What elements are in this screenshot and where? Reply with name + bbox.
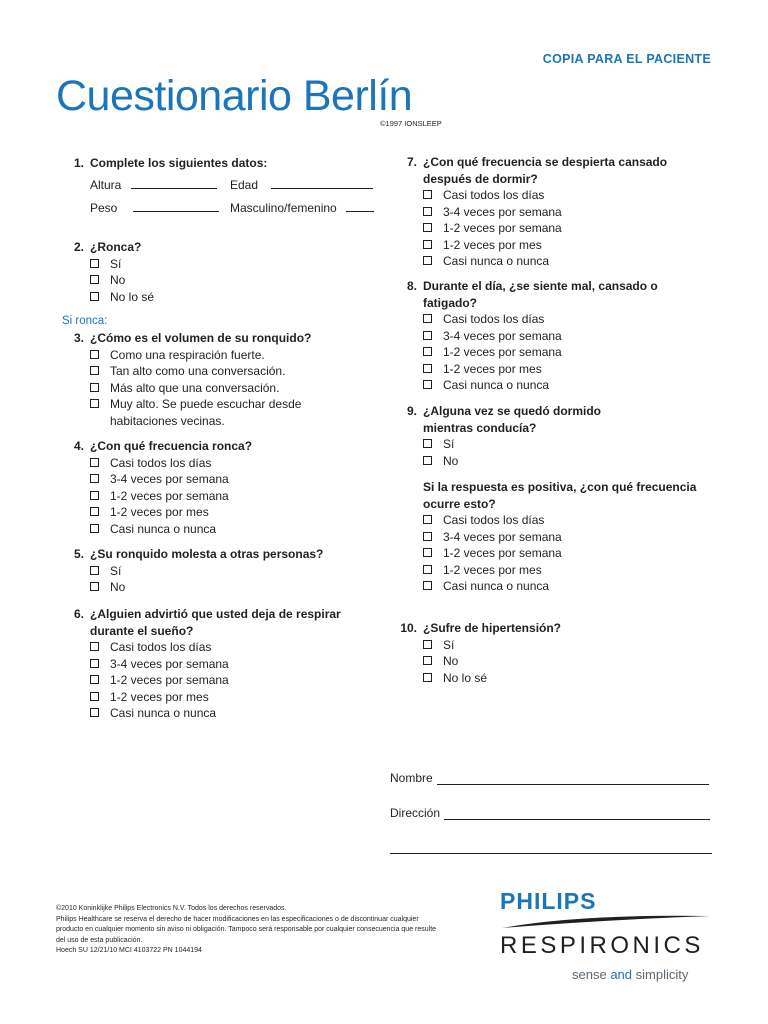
direccion-line-2[interactable] — [390, 853, 712, 854]
checkbox[interactable] — [90, 642, 99, 651]
checkbox[interactable] — [423, 207, 432, 216]
checkbox[interactable] — [90, 507, 99, 516]
option[interactable]: 1-2 veces por mes — [423, 361, 695, 378]
sexo-field[interactable] — [230, 201, 374, 215]
question-number: 6. — [73, 607, 84, 621]
checkbox[interactable] — [90, 292, 99, 301]
peso-line[interactable] — [133, 201, 219, 212]
question-text: ¿Ronca? — [90, 240, 142, 254]
question-8 — [395, 278, 695, 394]
question-text: ¿Alguien advirtió que usted deja de respirar durante el sueño? — [90, 607, 341, 638]
philips-logo: PHILIPS — [500, 888, 597, 914]
altura-label: Altura — [90, 178, 122, 192]
option[interactable]: 3-4 veces por semana — [423, 204, 695, 221]
question-text: ¿Sufre de hipertensión? — [423, 621, 562, 635]
option[interactable]: Casi todos los días — [423, 187, 695, 204]
question-10 — [395, 620, 695, 686]
checkbox[interactable] — [423, 439, 432, 448]
footer-line: ©2010 Koninklijke Philips Electronics N.V. Todos los derechos reservados. — [56, 905, 287, 912]
question-text: Complete los siguientes datos: — [90, 156, 268, 170]
option[interactable]: No — [423, 653, 695, 670]
nombre-field[interactable] — [390, 771, 709, 785]
checkbox[interactable] — [90, 474, 99, 483]
question-number: 3. — [73, 331, 84, 345]
direccion-field[interactable] — [390, 806, 710, 820]
checkbox[interactable] — [423, 314, 432, 323]
checkbox[interactable] — [423, 515, 432, 524]
question-1 — [62, 155, 372, 172]
question-text: Si la respuesta es positiva, ¿con qué frecuencia ocurre esto? — [423, 480, 697, 511]
footer-line: producto en cualquier momento sin aviso ni obligación. Tampoco será responsable por cualquier consecuencia que resulte — [56, 926, 437, 933]
question-6 — [62, 606, 362, 722]
option[interactable]: No lo sé — [90, 289, 372, 306]
peso-label: Peso — [90, 201, 118, 215]
nombre-line[interactable] — [437, 783, 709, 785]
checkbox[interactable] — [90, 366, 99, 375]
option[interactable]: Tan alto como una conversación. — [90, 363, 352, 380]
option[interactable]: 1-2 veces por mes — [90, 504, 372, 521]
checkbox[interactable] — [423, 673, 432, 682]
question-number: 8. — [406, 279, 417, 293]
checkbox[interactable] — [90, 566, 99, 575]
option[interactable]: Casi todos los días — [423, 512, 723, 529]
question-text: ¿Cómo es el volumen de su ronquido? — [90, 331, 312, 345]
tag-sense: sense — [572, 967, 607, 982]
question-2 — [62, 239, 372, 305]
option[interactable]: Casi nunca o nunca — [423, 253, 695, 270]
checkbox[interactable] — [90, 692, 99, 701]
option[interactable]: Sí — [423, 436, 635, 453]
option[interactable]: 1-2 veces por mes — [423, 562, 723, 579]
checkbox[interactable] — [90, 708, 99, 717]
checkbox[interactable] — [423, 581, 432, 590]
option[interactable]: 1-2 veces por mes — [90, 689, 362, 706]
checkbox[interactable] — [90, 399, 99, 408]
checkbox[interactable] — [90, 275, 99, 284]
question-7 — [395, 154, 695, 270]
checkbox[interactable] — [90, 350, 99, 359]
footer-line: del uso de esta publicación. — [56, 936, 143, 944]
checkbox[interactable] — [423, 190, 432, 199]
tag-and: and — [610, 967, 633, 982]
option[interactable]: 3-4 veces por semana — [90, 656, 362, 673]
question-number: 4. — [73, 439, 84, 453]
option[interactable]: Sí — [423, 637, 695, 654]
checkbox[interactable] — [423, 223, 432, 232]
checkbox[interactable] — [423, 640, 432, 649]
checkbox[interactable] — [90, 524, 99, 533]
option[interactable]: Como una respiración fuerte. — [90, 347, 352, 364]
option[interactable]: 1-2 veces por mes — [423, 237, 695, 254]
option[interactable]: Casi todos los días — [90, 639, 362, 656]
copy-label: COPIA PARA EL PACIENTE — [542, 52, 711, 66]
checkbox[interactable] — [423, 331, 432, 340]
peso-field[interactable] — [90, 201, 219, 215]
checkbox[interactable] — [423, 565, 432, 574]
option[interactable]: 3-4 veces por semana — [423, 328, 695, 345]
option[interactable]: Casi todos los días — [90, 455, 372, 472]
checkbox[interactable] — [423, 656, 432, 665]
question-text: ¿Con qué frecuencia se despierta cansado después de dormir? — [423, 155, 668, 186]
checkbox[interactable] — [423, 380, 432, 389]
option[interactable]: 3-4 veces por semana — [90, 471, 372, 488]
question-5 — [62, 546, 372, 596]
option[interactable]: 1-2 veces por semana — [423, 545, 723, 562]
question-9 — [395, 403, 635, 469]
option[interactable]: Más alto que una conversación. — [90, 380, 352, 397]
option[interactable]: No lo sé — [423, 670, 695, 687]
footer-line: Philips Healthcare se reserva el derecho de hacer modificaciones en las especificaciones o de discontinuar cualquier — [56, 915, 419, 923]
swoosh-graphic — [500, 912, 715, 934]
question-text: ¿Con qué frecuencia ronca? — [90, 439, 253, 453]
question-3 — [62, 330, 352, 429]
sexo-label: Masculino/femenino — [230, 201, 337, 215]
page-title: Cuestionario Berlín — [56, 72, 413, 120]
brand-tagline — [572, 967, 688, 982]
question-9-followup — [423, 479, 723, 595]
altura-line[interactable] — [131, 178, 217, 189]
question-number: 9. — [406, 404, 417, 418]
respironics-logo: RESPIRONICS — [500, 932, 704, 959]
question-text: Durante el día, ¿se siente mal, cansado o fatigado? — [423, 279, 658, 310]
question-number: 7. — [406, 155, 417, 169]
checkbox[interactable] — [90, 491, 99, 500]
footer-legal — [56, 904, 496, 957]
option[interactable]: No — [423, 453, 635, 470]
question-text: ¿Alguna vez se quedó dormido mientras conducía? — [423, 404, 602, 435]
checkbox[interactable] — [90, 582, 99, 591]
checkbox[interactable] — [423, 548, 432, 557]
option[interactable]: Casi todos los días — [423, 311, 695, 328]
option[interactable]: No — [90, 579, 372, 596]
question-number: 1. — [73, 156, 84, 170]
checkbox[interactable] — [423, 240, 432, 249]
tag-simplicity: simplicity — [635, 967, 689, 982]
option[interactable]: Casi nunca o nunca — [90, 521, 372, 538]
checkbox[interactable] — [90, 659, 99, 668]
footer-line: Hoech SU 12/21/10 MCI 4103722 PN 1044194 — [56, 947, 202, 954]
option[interactable]: Muy alto. Se puede escuchar desde habitaciones vecinas. — [90, 396, 352, 429]
question-text: ¿Su ronquido molesta a otras personas? — [90, 547, 324, 561]
option[interactable]: 1-2 veces por semana — [423, 344, 695, 361]
checkbox[interactable] — [90, 383, 99, 392]
edad-field[interactable] — [230, 178, 373, 192]
checkbox[interactable] — [423, 456, 432, 465]
checkbox[interactable] — [423, 347, 432, 356]
question-number: 2. — [73, 240, 84, 254]
nombre-label: Nombre — [390, 771, 433, 785]
option[interactable]: 1-2 veces por semana — [90, 488, 372, 505]
option[interactable]: 1-2 veces por semana — [423, 220, 695, 237]
question-number: 10. — [400, 621, 417, 635]
edad-label: Edad — [230, 178, 259, 192]
checkbox[interactable] — [90, 259, 99, 268]
checkbox[interactable] — [423, 532, 432, 541]
checkbox[interactable] — [423, 364, 432, 373]
option[interactable]: Casi nunca o nunca — [423, 578, 723, 595]
sexo-line[interactable] — [346, 201, 374, 212]
altura-field[interactable] — [90, 178, 217, 192]
si-ronca-label: Si ronca: — [62, 315, 108, 327]
question-4 — [62, 438, 372, 537]
option[interactable]: 1-2 veces por semana — [90, 672, 362, 689]
option[interactable]: Casi nunca o nunca — [90, 705, 362, 722]
checkbox[interactable] — [90, 675, 99, 684]
direccion-line[interactable] — [444, 818, 710, 820]
option[interactable]: Casi nunca o nunca — [423, 377, 695, 394]
option[interactable]: 3-4 veces por semana — [423, 529, 723, 546]
option[interactable]: No — [90, 272, 372, 289]
edad-line[interactable] — [271, 178, 373, 189]
checkbox[interactable] — [423, 256, 432, 265]
question-number: 5. — [73, 547, 84, 561]
option[interactable]: Sí — [90, 563, 372, 580]
direccion-label: Dirección — [390, 806, 441, 820]
copyright-notice: ©1997 IONSLEEP — [380, 119, 442, 128]
option[interactable]: Sí — [90, 256, 372, 273]
checkbox[interactable] — [90, 458, 99, 467]
